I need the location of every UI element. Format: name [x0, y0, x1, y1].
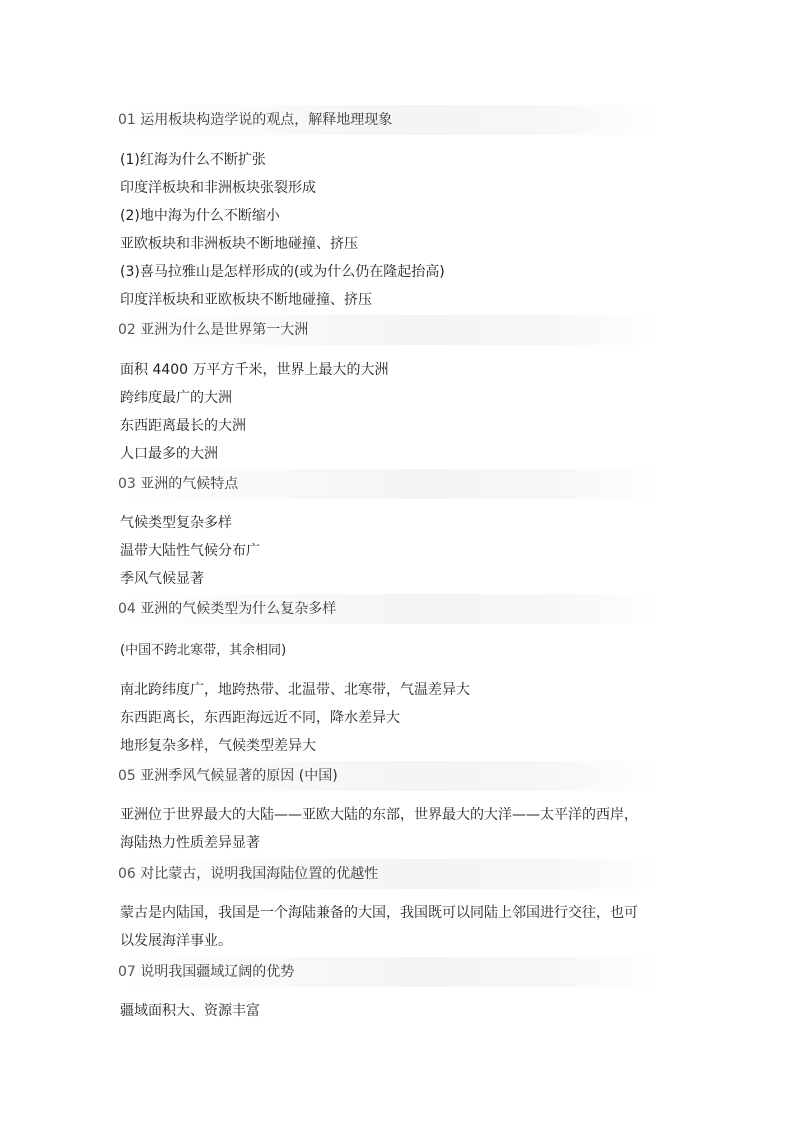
body-line: 气候类型复杂多样	[120, 515, 232, 531]
body-line: 人口最多的大洲	[120, 446, 218, 462]
body-line: (3)喜马拉雅山是怎样形成的(或为什么仍在隆起抬高)	[120, 264, 445, 280]
section-number: 04	[118, 601, 136, 617]
section-heading-07	[118, 957, 663, 987]
body-line: 南北跨纬度广，地跨热带、北温带、北寒带，气温差异大	[120, 682, 470, 698]
section-number: 03	[118, 476, 136, 492]
section-title: 对比蒙古，说明我国海陆位置的优越性	[140, 866, 379, 882]
section-title: 亚洲季风气候显著的原因 (中国)	[140, 768, 338, 784]
body-line: 亚洲位于世界最大的大陆——亚欧大陆的东部，世界最大的大洋——太平洋的西岸，	[120, 807, 638, 823]
body-line: 东西距离长，东西距海远近不同，降水差异大	[120, 710, 400, 726]
body-line: 蒙古是内陆国，我国是一个海陆兼备的大国，我国既可以同陆上邻国进行交往，也可	[120, 905, 638, 921]
body-line: 亚欧板块和非洲板块不断地碰撞、挤压	[120, 236, 358, 252]
body-note: (中国不跨北寒带，其余相同)	[120, 643, 287, 658]
section-heading-04	[118, 594, 663, 624]
body-line: 以发展海洋事业。	[120, 933, 232, 949]
section-heading-01	[118, 105, 663, 135]
body-line: 地形复杂多样，气候类型差异大	[120, 738, 316, 754]
section-number: 02	[118, 322, 136, 338]
body-line: 印度洋板块和非洲板块张裂形成	[120, 180, 316, 196]
section-title: 亚洲的气候类型为什么复杂多样	[140, 601, 337, 617]
body-line: 东西距离最长的大洲	[120, 418, 246, 434]
body-line: 面积 4400 万平方千米，世界上最大的大洲	[120, 362, 389, 378]
body-line: 季风气候显著	[120, 571, 204, 587]
section-heading-03	[118, 469, 663, 499]
body-line: 跨纬度最广的大洲	[120, 390, 232, 406]
body-line: 温带大陆性气候分布广	[120, 543, 260, 559]
section-number: 06	[118, 866, 136, 882]
section-heading-05	[118, 761, 663, 791]
body-line: (2)地中海为什么不断缩小	[120, 208, 280, 224]
body-line: 印度洋板块和亚欧板块不断地碰撞、挤压	[120, 292, 372, 308]
section-heading-06	[118, 859, 663, 889]
body-line: 海陆热力性质差异显著	[120, 835, 260, 851]
section-heading-02	[118, 315, 663, 345]
section-title: 说明我国疆域辽阔的优势	[140, 964, 295, 980]
section-number: 07	[118, 964, 136, 980]
section-title: 运用板块构造学说的观点，解释地理现象	[140, 112, 393, 128]
body-line: (1)红海为什么不断扩张	[120, 152, 266, 168]
section-title: 亚洲为什么是世界第一大洲	[140, 322, 309, 338]
section-number: 01	[118, 112, 136, 128]
section-number: 05	[118, 768, 136, 784]
body-line: 疆域面积大、资源丰富	[120, 1003, 260, 1019]
section-title: 亚洲的气候特点	[140, 476, 239, 492]
